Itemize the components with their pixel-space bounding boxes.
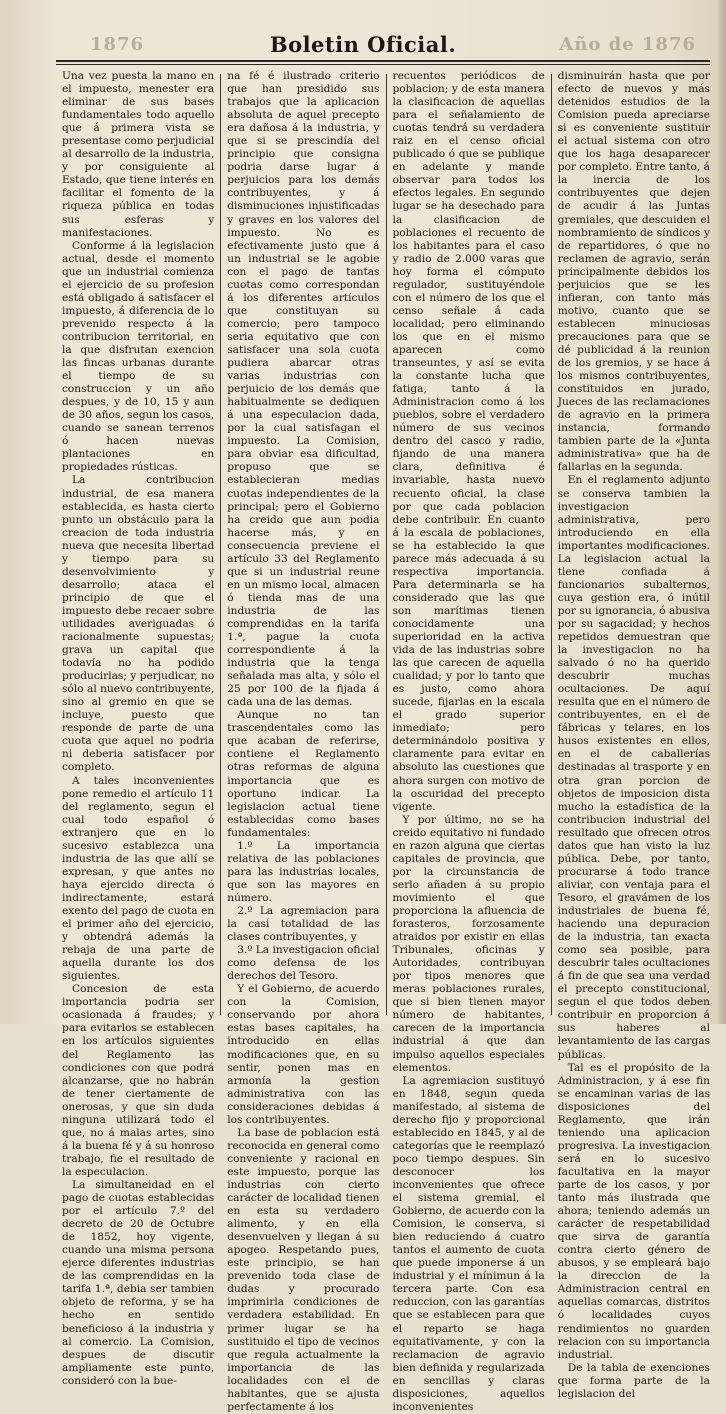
paragraph: De la tabla de exenciones que forma parte de la legislacion del [557, 1361, 710, 1400]
text-columns [56, 70, 716, 1413]
paragraph: 3.º La investigacion oficial como defensa de los derechos del Tesoro. [227, 944, 380, 983]
header-rule-thin [56, 64, 710, 65]
paragraph: disminuirán hasta que por efecto de nuevos y más detenidos estudios de la Comision pueda apreciarse si es conveniente sustituir el actual sistema con otro que los haga desaparecer por completo. Entre tanto, á la inercia de los contribuyentes que dejen de acudir á las Juntas gremiales, que descuiden el nombramiento de síndicos y de repartidores, ó que no reclamen de agravio, serán principalmente debidos los perjuicios que se les infieran, con tanto más motivo, cuanto que se establecen minuciosas precauciones para que se dé publicidad á la reunion de los gremios, y se hace á los mismos contribuyentes, constituidos en jurado, Jueces de las reclamaciones de agravio en la primera instancia, formando tambien parte de la «Junta administrativa» que ha de fallarlas en la segunda. [557, 70, 710, 474]
column-3 [387, 70, 551, 1413]
page-title: Boletin Oficial. [269, 32, 457, 57]
paragraph: 1.º La importancia relativa de las poblaciones para las industrias locales, que son las mayores en número. [227, 839, 380, 904]
paragraph: La base de poblacion está reconocida en general como conveniente y racional en este impuesto, porque las industrias con cierto carácter de localidad tienen en esta su verdadero alimento, y en ella desenvuelven y llegan á su apogeo. Respetando pues, este principio, se han prevenido toda clase de dudas y procurado imprimirla condiciones de verdadera estabilidad. En primer lugar se ha sustituido el tipo de vecinos que regula actualmente la importancia de las localidades con el de habitantes, que se ajusta perfectamente á los [227, 1126, 380, 1413]
page-edge-shadow [716, 0, 726, 1024]
paragraph: Tal es el propósito de la Administracion, y á ese fin se encaminan varias de las disposiciones del Reglamento, que irán teniendo una aplicacion progresiva. La investigacion será en lo sucesivo facultativa en la mayor parte de los casos, y por tanto más ilustrada que ahora; teniendo además un carácter de respetabilidad que sirva de garantía contra cierto género de abusos, y se empleará bajo la direccion de la Administracion central en aquellas comarcas, distritos ó localidades cuyos rendimientos no guarden relacion con su importancia industrial. [557, 1061, 710, 1361]
paragraph: Conforme á la legislacion actual, desde el momento que un industrial comienza el ejercicio de su profesion está obligado á satisfacer el impuesto, á diferencia de lo prevenido respecto á la contribucion territorial, en la que disfrutan exencion las fincas urbanas durante el tiempo de su construccion y un año despues, y de 10, 15 y aun de 30 años, segun los casos, cuando se sanean terrenos ó hacen nuevas plantaciones en propiedades rústicas. [62, 239, 215, 474]
paragraph: 2.º La agremiacion para la casi totalidad de las clases contribuyentes, y [227, 905, 380, 944]
paragraph: na fé é ilustrado criterio que han presidido sus trabajos que la aplicacion absoluta de aquel precepto era dañosa á la industria, y que si se prescindía del principio que consigna podria darse lugar á perjuicios para los demás contribuyentes, y á disminuciones injustificadas y graves en los valores del impuesto. No es efectivamente justo que á un industrial se le agobie con el pago de tantas cuotas como correspondan á los diferentes artículos que constituyan su comercio; pero tampoco seria equitativo que con satisfacer una sola cuota pudiera abarcar otras varias industrias con perjuicio de los demás que habitualmente se dediquen á una especulacion dada, por la cual satisfagan el impuesto. La Comision, para obviar esa dificultad, propuso que se establecieran medias cuotas independientes de la principal; pero el Gobierno ha creido que aun podia hacerse más, y en consecuencia previene el artículo 33 del Reglamento que si un industrial reune en un mismo local, almacen ó tienda mas de una industria de las comprendidas en la tarifa 1.ª, pague la cuota correspondiente á la industria que la tenga señalada mas alta, y sólo el 25 por 100 de la fijada á cada una de las demas. [227, 70, 380, 709]
paragraph: La simultaneidad en el pago de cuotas establecidas por el artículo 7.º del decreto de 20 de Octubre de 1852, hoy vigente, cuando una misma persona ejerce diferentes industrias de las comprendidas en la tarifa 1.ª, debia ser tambien objeto de reforma, y se ha hecho en sentido beneficioso á la industria y al comercio. La Comision, despues de discutir ampliamente este punto, consideró con la bue- [62, 1178, 215, 1387]
paragraph: Aunque no tan trascendentales como las que acaban de referirse, contiene el Reglamento otras reformas de alguna importancia que es oportuno indicar. La legislacion actual tiene establecidas como bases fundamentales: [227, 709, 380, 839]
paragraph: recuentos periódicos de poblacion; y de esta manera la clasificacion de aquellas para el señalamiento de cuotas tendrá su verdadera raiz en el censo oficial publicado ó que se publique en adelante y mande observar para todos los efectos legales. En segundo lugar se ha desechado para la clasificacion de poblaciones el recuento de los habitantes para el caso y radio de 2.000 varas que hoy forma el cómputo regulador, sustituyéndole con el número de los que el censo señale á cada localidad; pero eliminando los que en el mismo aparecen como transeuntes, y así se evita la constante lucha que fatiga, tanto á la Administracion como á los pueblos, sobre el verdadero número de sus vecinos dentro del casco y radio, fijando de una manera clara, definitiva é invariable, hasta nuevo recuento oficial, la clase por que cada poblacion debe contribuir. En cuanto á la escala de poblaciones, se ha establecido la que parece más adecuada á su respectiva importancia. Para determinarla se ha considerado que las que son marítimas tienen conocidamente una superioridad en la activa vida de las industrias sobre las que carecen de aquella cualidad; y por lo tanto que es justo, como ahora sucede, fijarlas en la escala el grado superior inmediato; pero determinándolo positiva y claramente para evitar en absoluto las cuestiones que ahora surgen con motivo de la oscuridad del precepto vigente. [392, 70, 545, 813]
header-rule-thick [56, 60, 710, 62]
column-1 [56, 70, 220, 1387]
faded-header-right: Año de 1876 [559, 34, 696, 55]
paragraph: En el reglamento adjunto se conserva tambien la investigacion administrativa, pero introduciendo en ella importantes modificaciones. La legislacion actual la tiene confiada á funcionarios subalternos, cuya gestion era, ó inútil por su ignorancia, ó abusiva por su sagacidad; y hechos repetidos demuestran que la investigacion no ha salvado ó no ha querido descubrir muchas ocultaciones. De aquí resulta que en el número de contribuyentes, en el de fábricas y telares, en los husos existentes en ellos, en el de caballerías destinadas al trasporte y en otra gran porcion de objetos de imposicion dista mucho la estadística de la contribucion industrial del resultado que ofrecen otros datos que han visto la luz pública. Debe, por tanto, procurarse á todo trance aliviar, con ventaja para el Tesoro, el gravámen de los industriales de buena fé, haciendo una depuracion de la industria, tan exacta como sea posible, para descubrir tales ocultaciones á fin de que sea una verdad el precepto constitucional, segun el que todos deben contribuir en proporcion á sus haberes al levantamiento de las cargas públicas. [557, 474, 710, 1061]
paragraph: Y el Gobierno, de acuerdo con la Comision, conservando por ahora estas bases capitales, ha introducido en ellas modificaciones que, en su sentir, ponen mas en armonía la gestion administrativa con las consideraciones debidas á los contribuyentes. [227, 983, 380, 1126]
paragraph: Concesion de esta importancia podria ser ocasionada á fraudes; y para evitarlos se establecen en los artículos siguientes del Reglamento las condiciones con que podrá alcanzarse, que no habrán de tener ciertamente de onerosas, y que sin duda ninguna utilizará todo el que, no á malas artes, sino á la buena fé y á su honroso trabajo, fie el resultado de la especulacion. [62, 983, 215, 1178]
paragraph: La agremiacion sustituyó en 1848, segun queda manifestado, al sistema de derecho fijo y proporcional establecido en 1845, y al de categorías que le reemplazó poco tiempo despues. Sin desconocer los inconvenientes que ofrece el sistema gremial, el Gobierno, de acuerdo con la Comision, le conserva, si bien reduciendo á cuatro tantos el aumento de cuota que puede imponerse á un industrial y el mínimun á la tercera parte. Con esa reduccion, con las garantías que se establecen para que el reparto se haga equitativamente, y con la reclamacion de agravio bien definida y regularizada en sencillas y claras disposiciones, aquellos inconvenientes [392, 1074, 545, 1413]
faded-header-left: 1876 [90, 34, 145, 55]
paragraph: Y por último, no se ha creido equitativo ni fundado en razon alguna que ciertas capitales de provincia, que por la circunstancia de serlo añaden á su propio movimiento el que proporciona la afluencia de forasteros, forzosamente atraidos por existir en ellas Tribunales, oficinas y Autoridades, contribuyan por tipos menores que meras poblaciones rurales, que si bien tienen mayor número de habitantes, carecen de la importancia industrial á que dan impulso aquellos especiales elementos. [392, 813, 545, 1074]
paragraph: Una vez puesta la mano en el impuesto, menester era eliminar de sus bases fundamentales todo aquello que á primera vista se presentase como perjudicial al desarrollo de la industria, y por consiguiente al Estado, que tiene interés en facilitar el fomento de la riqueza pública en todas sus esferas y manifestaciones. [62, 70, 215, 239]
column-2 [221, 70, 385, 1413]
paragraph: La contribucion industrial, de esa manera establecida, es hasta cierto punto un obstáculo para la creacion de toda industria nueva que necesita libertad y tiempo para su desenvolvimiento y desarrollo; ataca el principio de que el impuesto debe recaer sobre utilidades averiguadas ó racionalmente supuestas; grava un capital que todavía no ha podido producirlas; y perjudicar, no sólo al nuevo contribuyente, sino al gremio en que se incluye, puesto que responde de parte de una cuota que aquel no podria ni deberia satisfacer por completo. [62, 474, 215, 774]
column-4 [552, 70, 716, 1400]
paragraph: A tales inconvenientes pone remedio el artículo 11 del reglamento, segun el cual todo español ó extranjero que en lo sucesivo establezca una industria de las que allí se expresan, y que antes no haya ejercido directa ó indirectamente, estará exento del pago de cuota en el primer año del ejercicio, y obtendrá además la rebaja de una parte de aquella durante los dos siguientes. [62, 774, 215, 983]
